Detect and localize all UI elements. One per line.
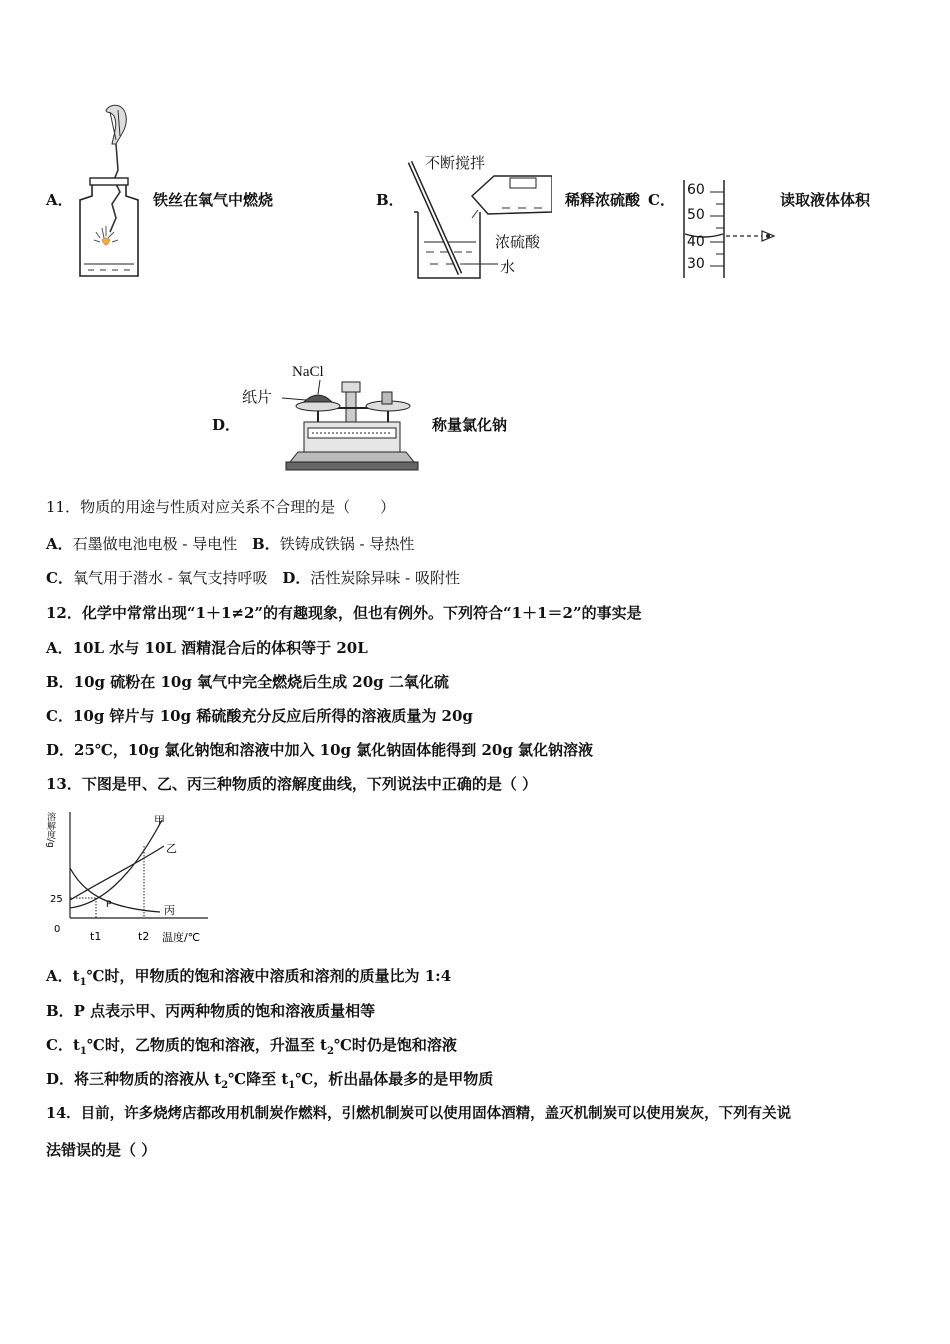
option-c-letter: C． <box>648 191 675 209</box>
q11-c-letter: C． <box>46 569 73 587</box>
q13-option-b: B．P 点表示甲、丙两种物质的饱和溶液质量相等 <box>46 1002 376 1020</box>
q11-b-letter: B． <box>252 535 280 553</box>
tick-60: 60 <box>687 182 705 198</box>
series-jia-curve <box>70 820 162 908</box>
q13-option-c: C．$t_1℃$时，乙物质的饱和溶液，升温至 $t_2℃$时仍是饱和溶液 <box>46 1036 457 1057</box>
q11-d-letter: D． <box>282 569 311 587</box>
iron-wire-combustion-figure <box>76 100 144 282</box>
q12-stem: 12．化学中常常出现“1＋1≠2”的有趣现象，但也有例外。下列符合“1＋1＝2”的事实是 <box>46 604 642 622</box>
series-yi-curve <box>70 846 164 900</box>
q13-stem: 13．下图是甲、乙、丙三种物质的溶解度曲线，下列说法中正确的是（ ） <box>46 775 538 793</box>
option-a-letter: A． <box>46 191 73 209</box>
series-yi-label: 乙 <box>166 842 177 855</box>
option-b-letter: B． <box>376 191 404 209</box>
tick-40: 40 <box>687 234 705 250</box>
series-bing-label: 丙 <box>164 904 175 917</box>
paper-label: 纸片 <box>242 388 273 406</box>
y-axis-label: 溶解度/g <box>45 812 55 848</box>
q11-a-letter: A． <box>46 535 73 553</box>
x-tick-t1: t1 <box>90 930 102 943</box>
q11-options-row1 <box>46 534 414 554</box>
origin-label: 0 <box>54 924 61 935</box>
tick-30: 30 <box>687 256 705 272</box>
x-tick-t2: t2 <box>138 930 150 943</box>
y-tick-25: 25 <box>50 894 63 905</box>
solubility-chart <box>40 806 220 946</box>
acid-label: 浓硫酸 <box>495 233 541 251</box>
q11-c-text: 氧气用于潜水 - 氧气支持呼吸 <box>72 569 268 587</box>
balance-figure <box>282 368 422 474</box>
q11-b-text: 铁铸成铁锅 - 导热性 <box>279 535 415 553</box>
q12-option-a: A．10L 水与 10L 酒精混合后的体积等于 20L <box>46 639 368 657</box>
option-d-letter: D． <box>212 416 241 434</box>
q13-option-d: D．将三种物质的溶液从 $t_2℃$降至 $t_1℃$，析出晶体最多的是甲物质 <box>46 1070 494 1091</box>
option-a-caption: 铁丝在氧气中燃烧 <box>153 191 274 209</box>
point-p-label: P <box>106 900 112 910</box>
q11-options-row2 <box>46 568 460 588</box>
q12-option-b: B．10g 硫粉在 10g 氧气中完全燃烧后生成 20g 二氧化硫 <box>46 673 449 691</box>
option-b-caption: 稀释浓硫酸 <box>565 191 641 209</box>
q14-line2: 法错误的是（ ） <box>46 1141 157 1159</box>
q11-stem: 11．物质的用途与性质对应关系不合理的是（ ） <box>46 498 396 516</box>
q14-line1: 14．目前，许多烧烤店都改用机制炭作燃料，引燃机制炭可以使用固体酒精，盖灭机制炭可以使用炭灰，下列有关说 <box>46 1105 792 1122</box>
option-d-caption: 称量氯化钠 <box>432 416 508 434</box>
series-jia-label: 甲 <box>154 814 165 827</box>
q12-option-c: C．10g 锌片与 10g 稀硫酸充分反应后所得的溶液质量为 20g <box>46 707 473 725</box>
stir-label: 不断搅拌 <box>425 154 486 172</box>
water-label: 水 <box>500 258 516 276</box>
q13-option-a: A．$t_1℃$时，甲物质的饱和溶液中溶质和溶剂的质量比为 1:4 <box>46 967 452 988</box>
q12-option-d: D．25℃，10g 氯化钠饱和溶液中加入 10g 氯化钠固体能得到 20g 氯化钠溶液 <box>46 741 594 759</box>
option-c-caption: 读取液体体积 <box>780 191 871 209</box>
q11-a-text: 石墨做电池电极 - 导电性 <box>72 535 238 553</box>
nacl-label: NaCl <box>292 364 324 380</box>
tick-50: 50 <box>687 207 705 223</box>
x-axis-label: 温度/℃ <box>162 931 201 944</box>
q11-d-text: 活性炭除异味 - 吸附性 <box>310 569 460 587</box>
